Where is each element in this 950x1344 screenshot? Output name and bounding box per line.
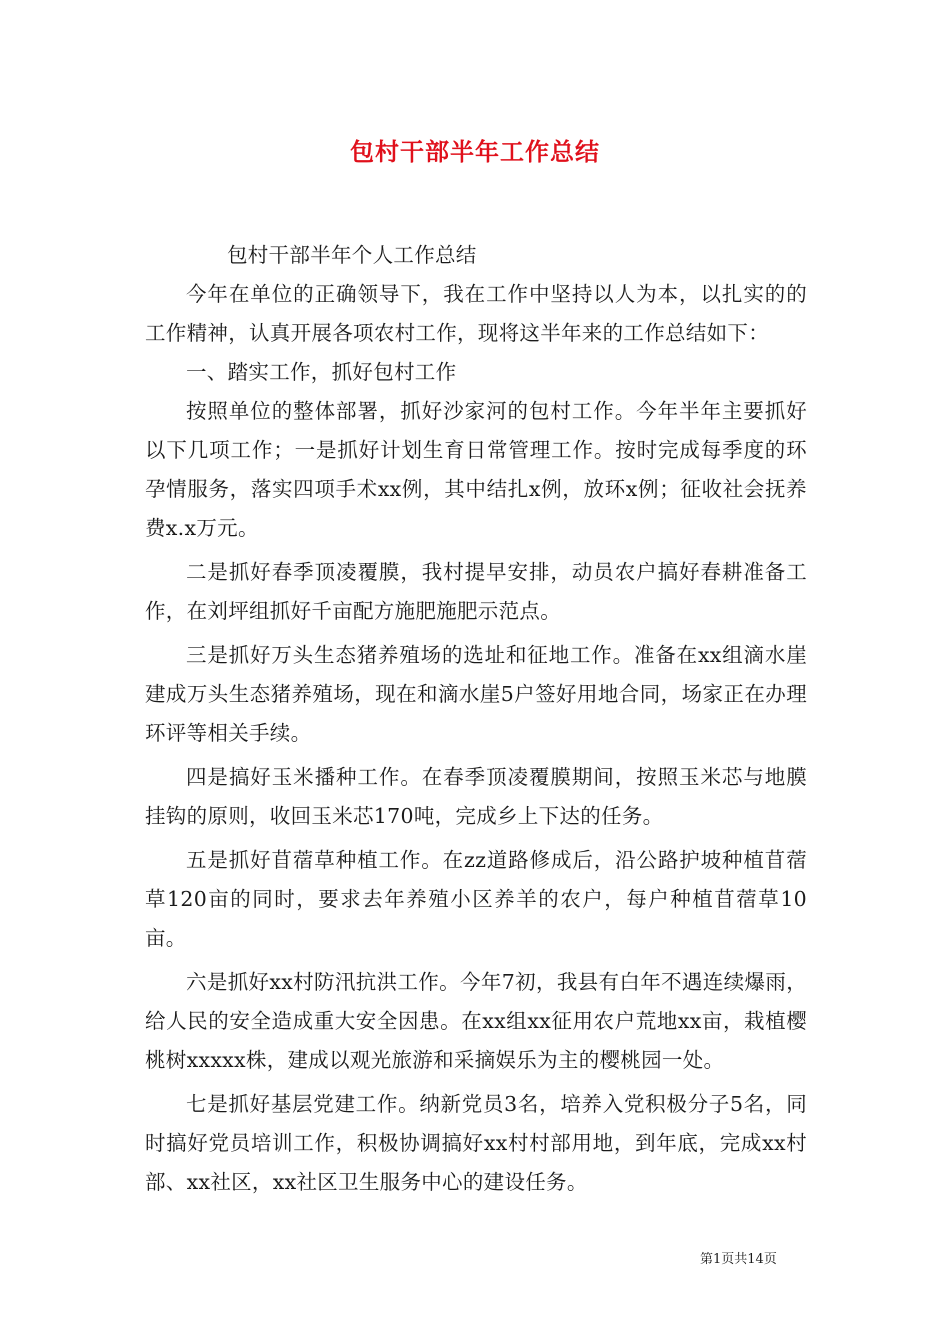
document-title: 包村干部半年工作总结 [350, 137, 600, 166]
page-number: 第1页共14页 [700, 1252, 777, 1267]
paragraph-item-1: 按照单位的整体部署，抓好沙家河的包村工作。今年半年主要抓好以下几项工作；一是抓好计划生育日常管理工作。按时完成每季度的环孕情服务，落实四项手术xx例，其中结扎x例，放环x例；征收社会抚养费x.x万元。 [145, 399, 807, 540]
section-heading-1: 一、踏实工作，抓好包村工作 [186, 360, 457, 384]
paragraph-item-3: 三是抓好万头生态猪养殖场的选址和征地工作。准备在xx组滴水崖建成万头生态猪养殖场，现在和滴水崖5户签好用地合同，场家正在办理环评等相关手续。 [145, 643, 807, 745]
paragraph-item-4: 四是搞好玉米播种工作。在春季顶凌覆膜期间，按照玉米芯与地膜挂钩的原则，收回玉米芯170吨，完成乡上下达的任务。 [145, 765, 807, 828]
document-body [145, 236, 807, 1202]
document-subtitle: 包村干部半年个人工作总结 [227, 243, 477, 267]
paragraph-item-2: 二是抓好春季顶凌覆膜，我村提早安排，动员农户搞好春耕准备工作，在刘坪组抓好千亩配方施肥施肥示范点。 [145, 560, 807, 623]
paragraph-item-6: 六是抓好xx村防汛抗洪工作。今年7初，我县有白年不遇连续爆雨，给人民的安全造成重大安全因患。在xx组xx征用农户荒地xx亩，栽植樱桃树xxxxx株，建成以观光旅游和采摘娱乐为主的樱桃园一处。 [145, 970, 807, 1072]
paragraph-item-7: 七是抓好基层党建工作。纳新党员3名，培养入党积极分子5名，同时搞好党员培训工作，积极协调搞好xx村村部用地，到年底，完成xx村部、xx社区，xx社区卫生服务中心的建设任务。 [145, 1092, 807, 1194]
paragraph-intro: 今年在单位的正确领导下，我在工作中坚持以人为本，以扎实的的工作精神，认真开展各项农村工作，现将这半年来的工作总结如下： [145, 282, 807, 345]
paragraph-item-5: 五是抓好苜蓿草种植工作。在zz道路修成后，沿公路护坡种植苜蓿草120亩的同时，要求去年养殖小区养羊的农户，每户种植苜蓿草10亩。 [145, 848, 807, 950]
